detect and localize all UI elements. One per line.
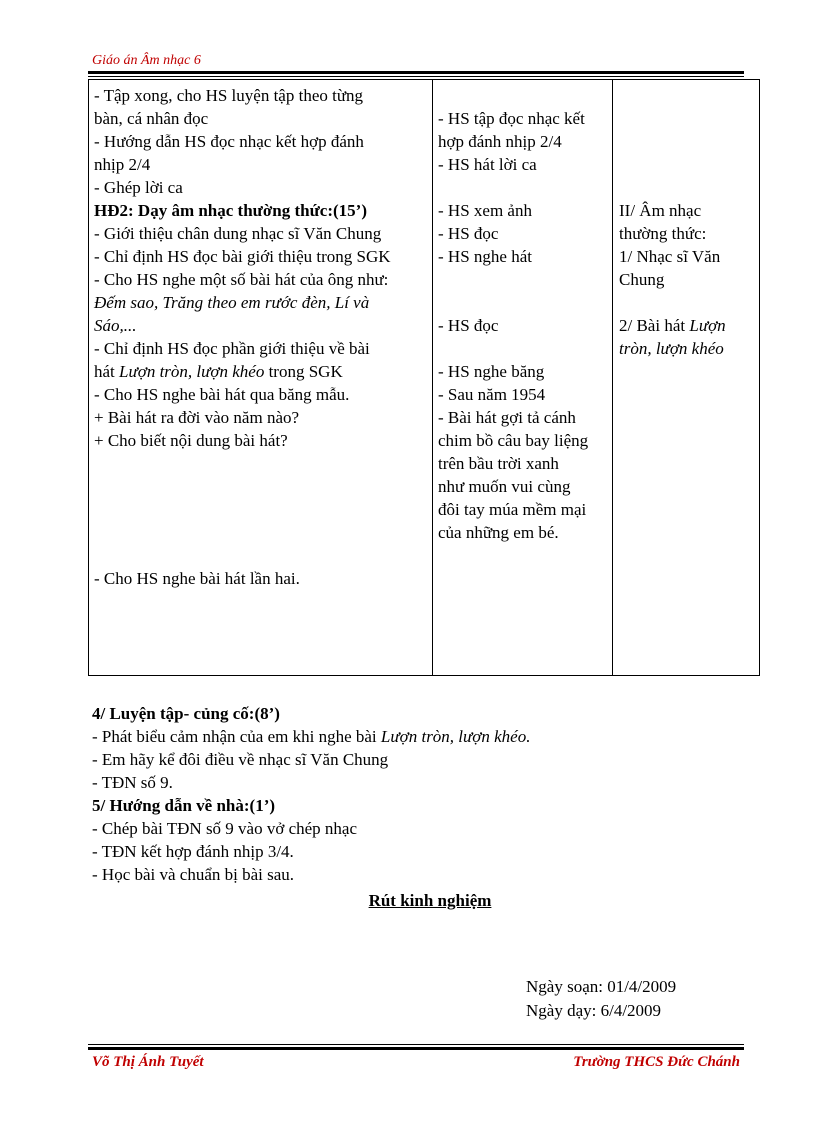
student-line: đôi tay múa mềm mại — [438, 500, 587, 519]
dates-block — [526, 975, 676, 1023]
student-line: - HS đọc — [438, 316, 499, 335]
content-line: II/ Âm nhạc — [619, 201, 702, 220]
homework-item: - Học bài và chuẩn bị bài sau. — [92, 865, 295, 884]
teacher-line: - Hướng dẫn HS đọc nhạc kết hợp đánh — [94, 132, 364, 151]
content-line: Chung — [619, 270, 665, 289]
song-title: Lượn tròn, lượn khéo. — [380, 727, 531, 746]
content-line: 1/ Nhạc sĩ Văn — [619, 247, 721, 266]
practice-item-text: - Phát biểu cảm nhận của em khi nghe bài — [92, 727, 381, 746]
homework-item: - TĐN kết hợp đánh nhịp 3/4. — [92, 842, 294, 861]
student-line: như muốn vui cùng — [438, 477, 571, 496]
student-line: - HS nghe hát — [438, 247, 532, 266]
practice-item: - TĐN số 9. — [92, 773, 173, 792]
content-line-text: 2/ Bài hát — [619, 316, 690, 335]
footer-rule — [88, 1047, 744, 1050]
taught-date: Ngày dạy: 6/4/2009 — [526, 1001, 662, 1020]
teacher-line: nhịp 2/4 — [94, 155, 151, 174]
practice-section — [92, 702, 530, 886]
footer-author: Võ Thị Ánh Tuyết — [92, 1054, 204, 1070]
teacher-line-text: trong SGK — [264, 362, 343, 381]
teacher-line: - Cho HS nghe bài hát qua băng mẫu. — [94, 385, 350, 404]
homework-item: - Chép bài TĐN số 9 vào vở chép nhạc — [92, 819, 358, 838]
teacher-line — [94, 360, 391, 383]
activity-heading: HĐ2: Dạy âm nhạc thường thức:(15’) — [94, 201, 367, 220]
student-line: - HS xem ảnh — [438, 201, 532, 220]
student-line: - HS đọc — [438, 224, 499, 243]
content-column — [619, 199, 726, 360]
teacher-line: - Cho HS nghe bài hát lần hai. — [94, 569, 300, 588]
practice-item: - Em hãy kể đôi điều về nhạc sĩ Văn Chung — [92, 750, 389, 769]
teacher-line: - Chỉ định HS đọc phần giới thiệu về bài — [94, 339, 370, 358]
teacher-line: + Bài hát ra đời vào năm nào? — [94, 408, 300, 427]
lesson-table — [88, 79, 760, 676]
teacher-activity-column — [94, 84, 391, 590]
footer-rule-thin — [88, 1044, 744, 1045]
content-line — [619, 314, 726, 337]
experience-title: Rút kinh nghiệm — [368, 891, 492, 910]
teacher-line: + Cho biết nội dung bài hát? — [94, 431, 288, 450]
teacher-line: - Giới thiệu chân dung nhạc sĩ Văn Chung — [94, 224, 382, 243]
student-line: - Sau năm 1954 — [438, 385, 546, 404]
student-line: - HS nghe băng — [438, 362, 545, 381]
song-list: Sáo,... — [94, 316, 137, 335]
teacher-line: - Chỉ định HS đọc bài giới thiệu trong SGK — [94, 247, 391, 266]
song-title: Lượn tròn, lượn khéo — [119, 362, 265, 381]
teacher-line: bàn, cá nhân đọc — [94, 109, 209, 128]
student-line: hợp đánh nhịp 2/4 — [438, 132, 562, 151]
footer-school: Trường THCS Đức Chánh — [573, 1054, 740, 1070]
prepared-date: Ngày soạn: 01/4/2009 — [526, 977, 677, 996]
song-title: Lượn — [689, 316, 726, 335]
content-line: thường thức: — [619, 224, 707, 243]
student-activity-column — [438, 107, 588, 544]
header-title: Giáo án Âm nhạc 6 — [92, 53, 201, 68]
header-rule-thin — [88, 76, 744, 77]
homework-heading: 5/ Hướng dẫn về nhà:(1’) — [92, 796, 276, 815]
song-list: Đếm sao, Trăng theo em rước đèn, Lí và — [94, 293, 370, 312]
student-line: - HS hát lời ca — [438, 155, 537, 174]
teacher-line: - Cho HS nghe một số bài hát của ông như: — [94, 270, 389, 289]
practice-heading: 4/ Luyện tập- củng cố:(8’) — [92, 704, 280, 723]
teacher-line: - Tập xong, cho HS luyện tập theo từng — [94, 86, 364, 105]
student-line: - HS tập đọc nhạc kết — [438, 109, 585, 128]
practice-item — [92, 725, 530, 748]
student-line: - Bài hát gợi tả cánh — [438, 408, 576, 427]
teacher-line-text: hát — [94, 362, 120, 381]
header-rule — [88, 71, 744, 74]
song-title: tròn, lượn khéo — [619, 339, 724, 358]
table-divider-2 — [612, 80, 613, 675]
student-line: trên bầu trời xanh — [438, 454, 559, 473]
table-divider-1 — [432, 80, 433, 675]
student-line: chim bồ câu bay liệng — [438, 431, 589, 450]
student-line: của những em bé. — [438, 523, 559, 542]
teacher-line: - Ghép lời ca — [94, 178, 183, 197]
